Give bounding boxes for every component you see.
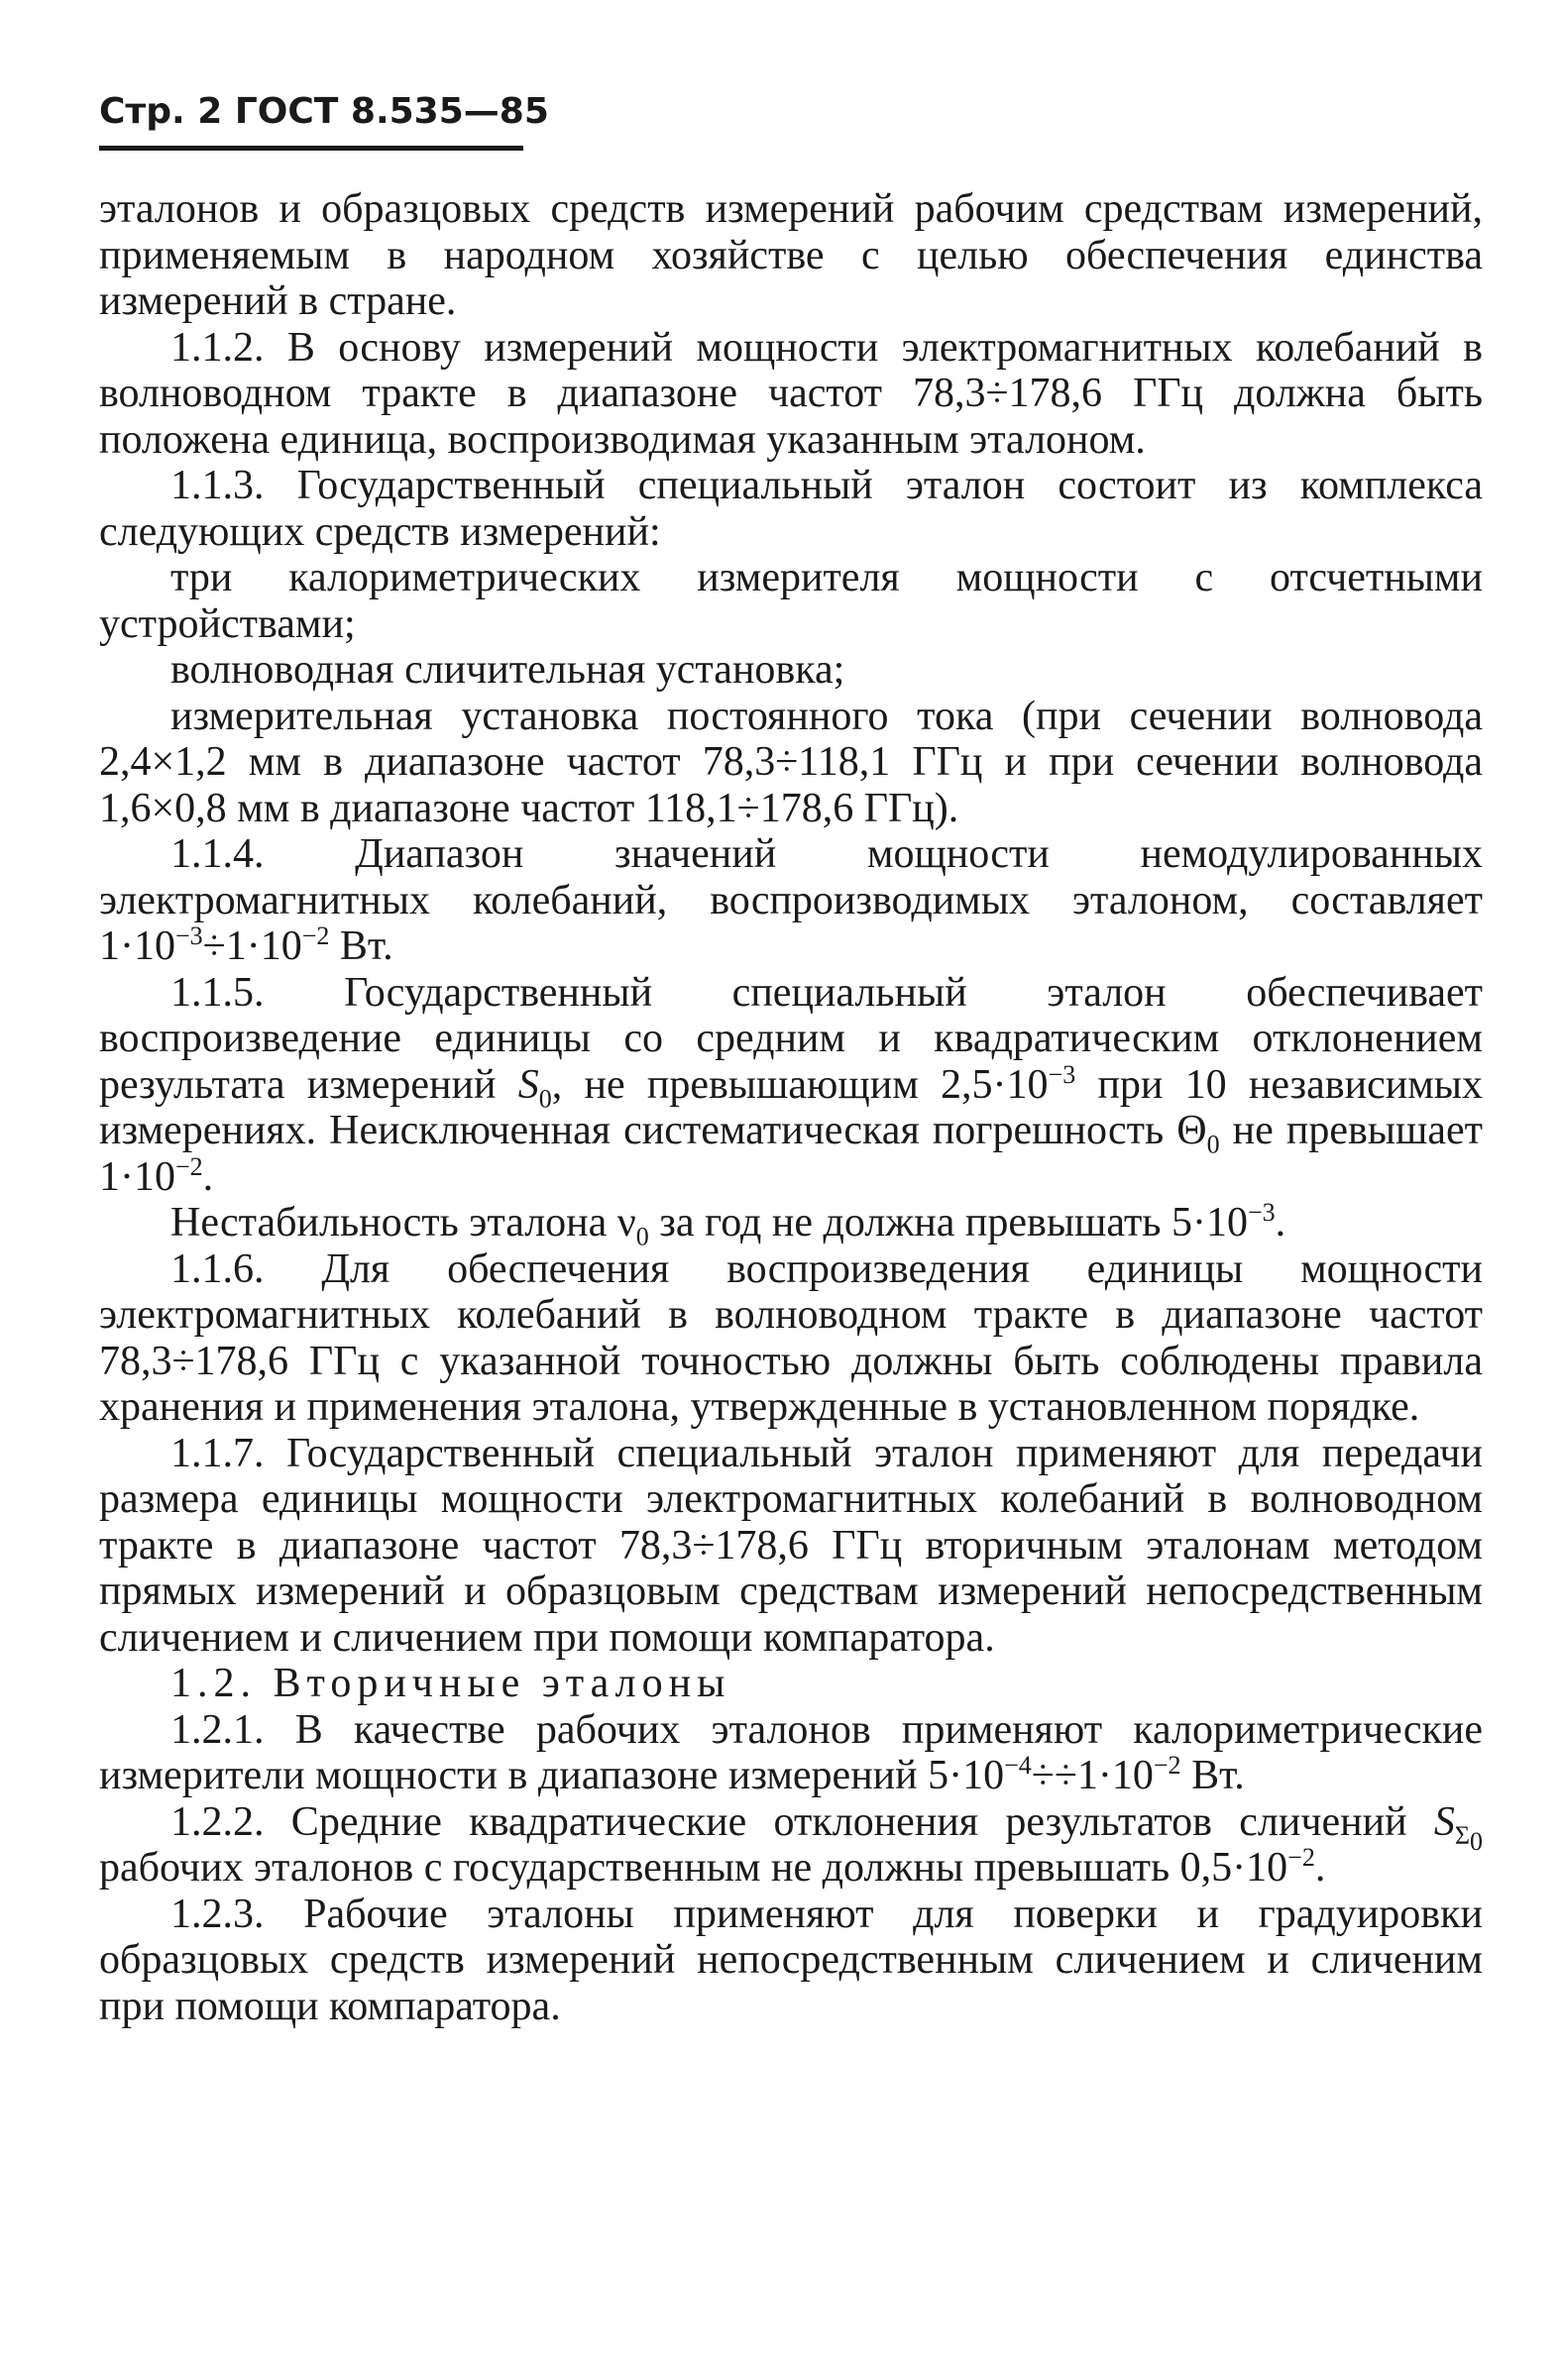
header-rule — [99, 146, 523, 151]
paragraph-1-2-2: 1.2.2. Средние квадратические отклонения результатов сличений $S_{\Sigma_0}$ рабочих эталонов с государственным не должны превышать $0,5\cdot 10^{-2}$. — [99, 1798, 1483, 1891]
list-item-waveguide-setup: волноводная сличительная установка; — [170, 647, 845, 693]
paragraph-1-1-5: 1.1.5. Государственный специальный эталон обеспечивает воспроизведение единицы со средним и квадратическим отклонением результата измерений $S_0$, не превышающим $2,5\cdot 10^{-3}$ при 10 независимых измерениях. Неисключенная систематическая погрешность $\Theta_0$ не превышает $1\cdot 10^{-2}$. — [99, 969, 1483, 1200]
paragraph-1-2-1: 1.2.1. В качестве рабочих эталонов применяют калориметрические измерители мощности в диапазоне измерений $5\cdot 10^{-4}\div\div 1\cdot 10^{-2}$ Вт. — [99, 1706, 1483, 1798]
paragraph-1-1-4: 1.1.4. Диапазон значений мощности немодулированных электромагнитных колебаний, воспроизводимых эталоном, составляет $1\cdot 10^{-3}\div 1\cdot 10^{-2}$ Вт. — [99, 831, 1483, 969]
paragraph-1-1-2: 1.1.2. В основу измерений мощности электромагнитных колебаний в волноводном тракте в диапазоне частот 78,3÷178,6 ГГц должна быть положена единица, воспроизводимая указанным эталоном. — [99, 324, 1483, 463]
paragraph-continuation: эталонов и образцовых средств измерений рабочим средствам измерений, применяемым в народном хозяйстве с целью обеспечения единства измерений в стране. — [99, 186, 1483, 324]
list-item-calorimetric-meters: три калориметрических измерителя мощности с отсчетными устройствами; — [99, 555, 1483, 647]
paragraph-1-1-6: 1.1.6. Для обеспечения воспроизведения единицы мощности электромагнитных колебаний в волноводном тракте в диапазоне частот 78,3÷178,6 ГГц с указанной точностью должны быть соблюдены правила хранения и применения эталона, утвержденные в установленном порядке. — [99, 1245, 1483, 1430]
page-header: Стр. 2 ГОСТ 8.535—85 — [99, 91, 549, 132]
paragraph-instability: Нестабильность эталона $\nu_0$ за год не должна превышать $5\cdot 10^{-3}$. — [170, 1198, 1286, 1251]
document-body — [99, 186, 1483, 2029]
paragraph-1-1-3: 1.1.3. Государственный специальный эталон состоит из комплекса следующих средств измерений: — [99, 463, 1483, 555]
paragraph-1-1-7: 1.1.7. Государственный специальный эталон применяют для передачи размера единицы мощности электромагнитных колебаний в волноводном тракте в диапазоне частот 78,3÷178,6 ГГц вторичным эталонам методом прямых измерений и образцовым средствам измерений непосредственным сличением и сличением при помощи компаратора. — [99, 1430, 1483, 1661]
section-title-secondary-standards: 1.2. Вторичные эталоны — [170, 1661, 731, 1706]
list-item-dc-setup: измерительная установка постоянного тока (при сечении волновода 2,4×1,2 мм в диапазоне частот 78,3÷118,1 ГГц и при сечении волновода 1,6×0,8 мм в диапазоне частот 118,1÷178,6 ГГц). — [99, 693, 1483, 831]
paragraph-1-2-3: 1.2.3. Рабочие эталоны применяют для поверки и градуировки образцовых средств измерений непосредственным сличением и сличеним при помощи компаратора. — [99, 1891, 1483, 2029]
